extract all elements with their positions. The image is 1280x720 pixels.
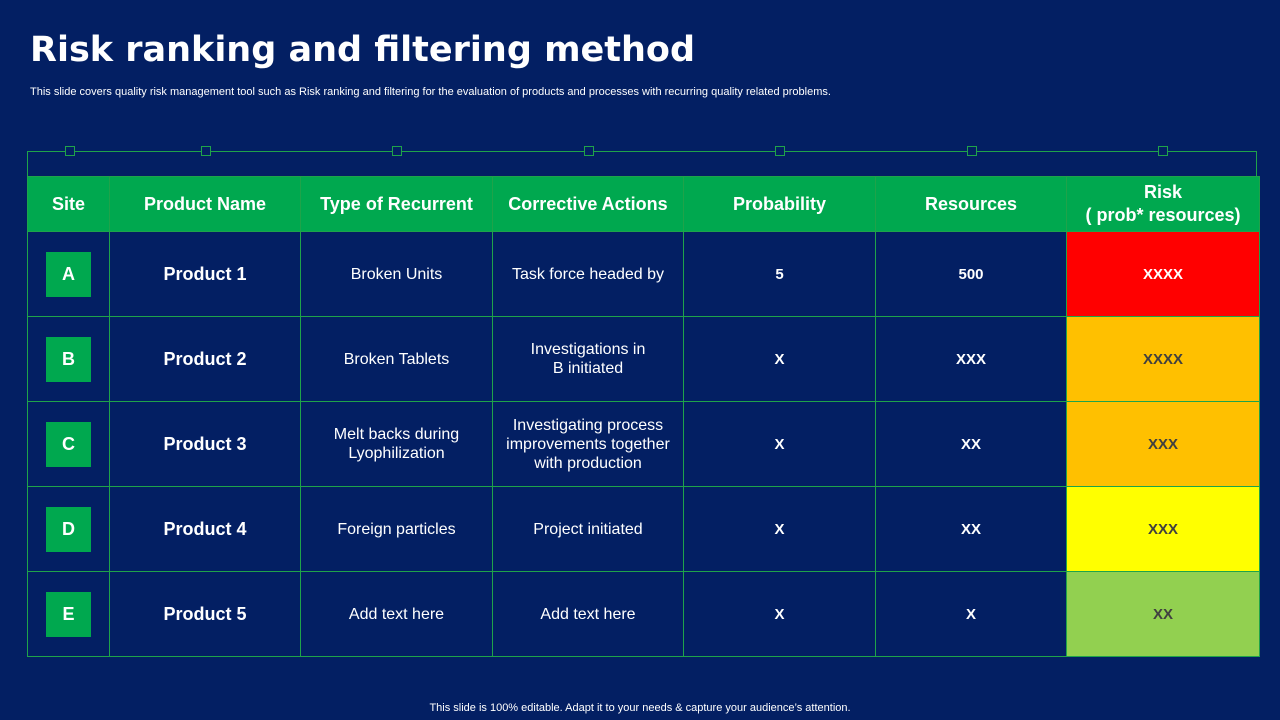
header-probability: Probability [684, 177, 876, 232]
product-name-cell: Product 2 [110, 317, 301, 402]
site-cell [28, 402, 110, 487]
action-cell: Add text here [493, 572, 684, 657]
header-risk-label: Risk [1143, 182, 1183, 202]
product-name-cell: Product 1 [110, 232, 301, 317]
table-header-row [28, 177, 1260, 232]
probability-cell: X [684, 572, 876, 657]
site-badge: B [46, 337, 91, 382]
action-cell: Task force headed by [493, 232, 684, 317]
site-badge: E [46, 592, 91, 637]
footer-note: This slide is 100% editable. Adapt it to your needs & capture your audience’s attention. [429, 702, 851, 714]
header-resources: Resources [876, 177, 1067, 232]
risk-table [27, 176, 1260, 657]
type-cell: Broken Units [301, 232, 493, 317]
resources-cell: 500 [876, 232, 1067, 317]
handle-icon [392, 146, 402, 156]
probability-cell: X [684, 402, 876, 487]
risk-cell: XX [1067, 572, 1260, 657]
resources-cell: XX [876, 487, 1067, 572]
resources-cell: XX [876, 402, 1067, 487]
site-cell [28, 317, 110, 402]
resources-cell: X [876, 572, 1067, 657]
table-row [28, 232, 1260, 317]
handle-icon [1158, 146, 1168, 156]
risk-cell: XXXX [1067, 317, 1260, 402]
type-cell: Melt backs during Lyophilization [301, 402, 493, 487]
page-subtitle: This slide covers quality risk management tool such as Risk ranking and filtering for the evaluation of products and processes with recurring quality related problems. [30, 86, 831, 98]
header-site: Site [28, 177, 110, 232]
site-cell [28, 572, 110, 657]
site-cell [28, 232, 110, 317]
product-name-cell: Product 3 [110, 402, 301, 487]
table-row [28, 317, 1260, 402]
header-risk [1067, 177, 1260, 232]
probability-cell: X [684, 317, 876, 402]
site-badge: C [46, 422, 91, 467]
table-bracket [27, 151, 1257, 176]
header-product-name: Product Name [110, 177, 301, 232]
header-corrective-actions: Corrective Actions [493, 177, 684, 232]
site-badge: A [46, 252, 91, 297]
product-name-cell: Product 4 [110, 487, 301, 572]
probability-cell: 5 [684, 232, 876, 317]
action-cell: Project initiated [493, 487, 684, 572]
product-name-cell: Product 5 [110, 572, 301, 657]
handle-icon [65, 146, 75, 156]
type-cell: Add text here [301, 572, 493, 657]
site-badge: D [46, 507, 91, 552]
type-cell: Foreign particles [301, 487, 493, 572]
table-row [28, 402, 1260, 487]
risk-cell: XXX [1067, 487, 1260, 572]
type-cell: Broken Tablets [301, 317, 493, 402]
handle-icon [967, 146, 977, 156]
site-cell [28, 487, 110, 572]
action-cell: Investigating process improvements together with production [493, 402, 684, 487]
table-row [28, 572, 1260, 657]
handle-icon [584, 146, 594, 156]
header-type-of-recurrent: Type of Recurrent [301, 177, 493, 232]
resources-cell: XXX [876, 317, 1067, 402]
header-risk-formula: ( prob* resources) [1085, 205, 1241, 225]
action-cell: Investigations in B initiated [493, 317, 684, 402]
page-title: Risk ranking and filtering method [30, 30, 696, 70]
handle-icon [201, 146, 211, 156]
risk-cell: XXX [1067, 402, 1260, 487]
handle-icon [775, 146, 785, 156]
table-row [28, 487, 1260, 572]
risk-cell: XXXX [1067, 232, 1260, 317]
probability-cell: X [684, 487, 876, 572]
